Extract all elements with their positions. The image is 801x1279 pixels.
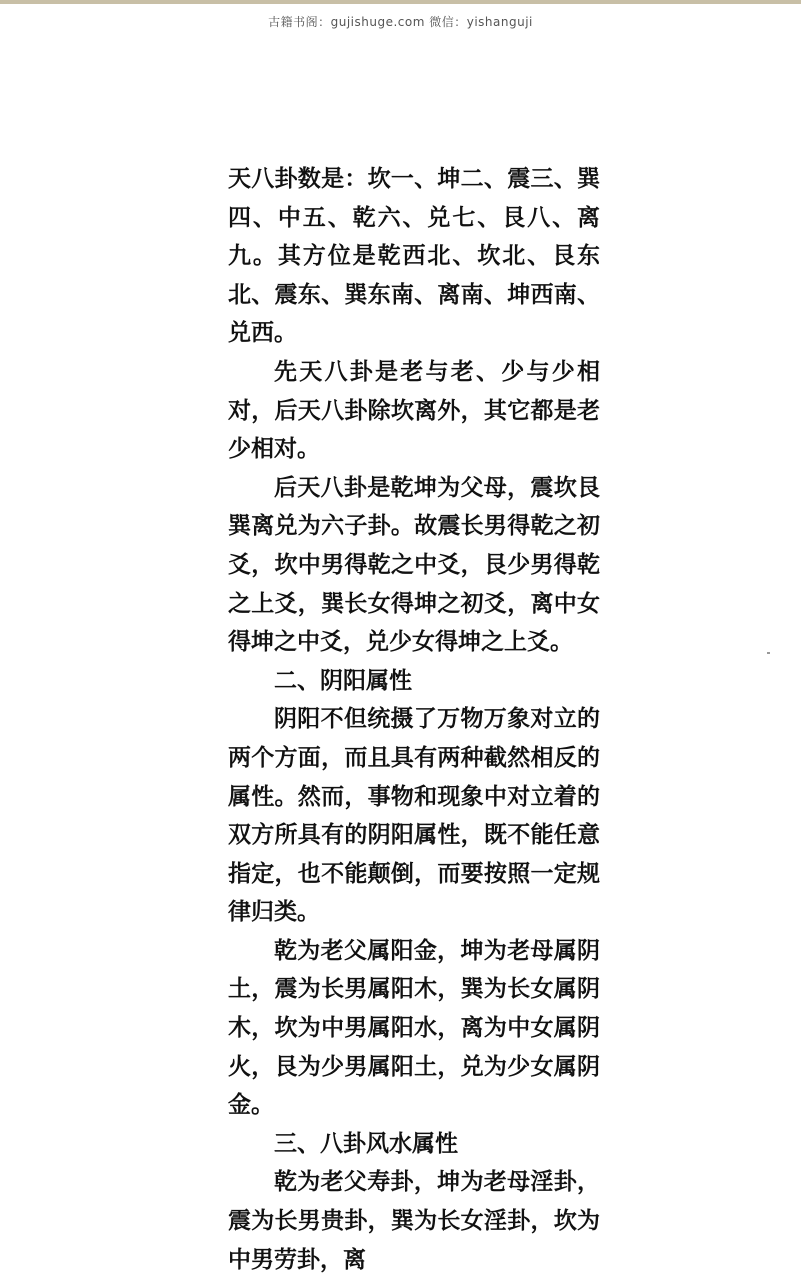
paragraph: 后天八卦是乾坤为父母，震坎艮巽离兑为六子卦。故震长男得乾之初爻，坎中男得乾之中爻，艮少男得乾之上爻，巽长女得坤之初爻，离中女得坤之中爻，兑少女得坤之上爻。 <box>228 473 600 656</box>
section-heading: 二、阴阳属性 <box>274 666 412 694</box>
section-heading: 三、八卦风水属性 <box>274 1129 458 1157</box>
watermark: 古籍书阁：gujishuge.com 微信：yishanguji <box>268 15 533 29</box>
paragraph: 阴阳不但统摄了万物万象对立的两个方面，而且具有两种截然相反的属性。然而，事物和现象中对立着的双方所具有的阴阳属性，既不能任意指定，也不能颠倒，而要按照一定规律归类。 <box>228 705 600 926</box>
top-border <box>0 0 801 4</box>
paragraph: 乾为老父属阳金，坤为老母属阴土，震为长男属阳木，巽为长女属阴木，坎为中男属阳水，离为中女属阴火，艮为少男属阳土，兑为少女属阴金。 <box>228 936 600 1119</box>
paragraph: 先天八卦是老与老、少与少相对，后天八卦除坎离外，其它都是老少相对。 <box>228 357 600 463</box>
scan-speck <box>767 652 770 654</box>
body-text <box>228 160 600 1279</box>
paragraph: 乾为老父寿卦，坤为老母淫卦，震为长男贵卦，巽为长女淫卦，坎为中男劳卦，离 <box>228 1168 600 1273</box>
paragraph: 天八卦数是：坎一、坤二、震三、巽四、中五、乾六、兑七、艮八、离九。其方位是乾西北、坎北、艮东北、震东、巽东南、离南、坤西南、兑西。 <box>228 165 600 347</box>
